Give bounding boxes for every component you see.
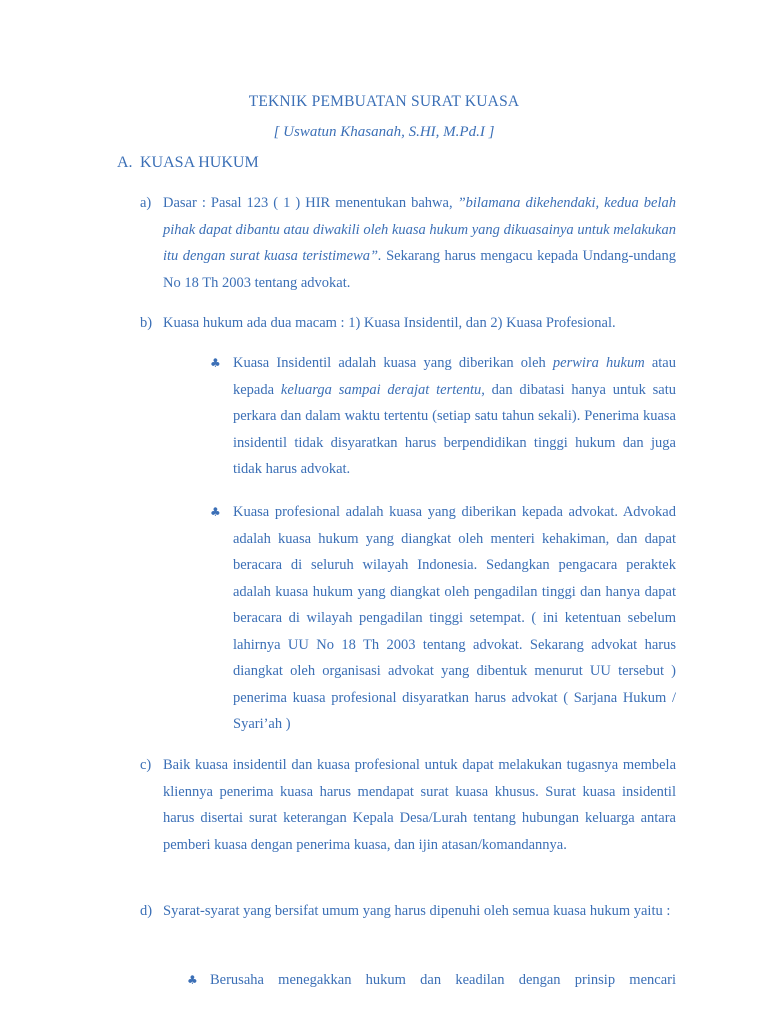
- bullet-item-syarat: [187, 967, 676, 994]
- item-text: Kuasa hukum ada dua macam : 1) Kuasa Insidentil, dan 2) Kuasa Profesional.: [163, 315, 616, 331]
- list-item-b: [140, 310, 676, 337]
- item-label: d): [140, 903, 153, 919]
- bullet-text: [233, 350, 676, 483]
- bullet-text: Berusaha menegakkan hukum dan keadilan dengan prinsip mencari: [210, 972, 676, 988]
- document-title: TEKNIK PEMBUATAN SURAT KUASA: [248, 93, 520, 110]
- item-label: b): [140, 315, 153, 331]
- text-run: Sekarang harus mengacu kepada Undang-undang No 18 Th 2003 tentang advokat.: [163, 248, 676, 291]
- club-bullet-icon: ♣: [210, 356, 221, 370]
- section-heading: [117, 154, 259, 172]
- quote-text: ”bilamana dikehendaki, kedua belah pihak dapat dibantu atau diwakili oleh kuasa hukum yang dikuasainya untuk melakukan itu dengan surat kuasa teristimewa”.: [163, 195, 676, 264]
- text-run: atau kepada: [233, 355, 676, 398]
- italic-text: perwira hukum: [552, 355, 645, 371]
- italic-text: keluarga sampai derajat tertentu: [280, 381, 482, 398]
- list-item-a: [140, 190, 676, 296]
- bullet-item-insidentil: [210, 350, 676, 483]
- item-text: Baik kuasa insidentil dan kuasa profesional untuk dapat melakukan tugasnya membela kliennya penerima kuasa harus mendapat surat kuasa khusus. Surat kuasa insidentil harus disertai surat keterangan Kepala Desa/Lurah tentang hubungan keluarga antara pemberi kuasa dengan penerima kuasa, dan ijin atasan/komandannya.: [163, 757, 676, 853]
- club-bullet-icon: ♣: [187, 973, 198, 987]
- document-author: [ Uswatun Khasanah, S.HI, M.Pd.I ]: [273, 124, 495, 140]
- item-text: [163, 190, 676, 296]
- bullet-item-profesional: [210, 499, 676, 738]
- bullet-text: Kuasa profesional adalah kuasa yang diberikan kepada advokat. Advokad adalah kuasa hukum yang diangkat oleh menteri kehakiman, dan dapat beracara di seluruh wilayah Indonesia. Sedangkan pengacara peraktek adalah kuasa hukum yang diangkat oleh pengadilan tinggi dan hanya dapat beracara di wilayah pengadilan tinggi setempat. ( ini ketentuan sebelum lahirnya UU No 18 Th 2003 tentang advokat. Sekarang advokat harus diangkat oleh organisasi advokat yang dibentuk menurut UU tersebut ) penerima kuasa profesional disyaratkan harus advokat ( Sarjana Hukum / Syari’ah ): [233, 504, 676, 732]
- item-label: c): [140, 757, 152, 773]
- text-run: , dan dibatasi hanya untuk satu perkara dan dalam waktu tertentu (setiap satu tahun sekali). Penerima kuasa insidentil tidak disyaratkan harus berpendidikan tinggi hukum dan juga tidak harus advokat.: [233, 381, 676, 477]
- club-bullet-icon: ♣: [210, 505, 221, 519]
- text-run: Kuasa Insidentil adalah kuasa yang diberikan oleh: [233, 355, 553, 371]
- list-item-c: [140, 752, 676, 858]
- item-label: a): [140, 195, 152, 211]
- list-item-d: [140, 898, 676, 925]
- section-label: KUASA HUKUM: [140, 154, 259, 171]
- text-run: Dasar : Pasal 123 ( 1 ) HIR menentukan bahwa,: [163, 195, 458, 211]
- item-text: Syarat-syarat yang bersifat umum yang harus dipenuhi oleh semua kuasa hukum yaitu :: [163, 903, 671, 919]
- section-number: A.: [117, 154, 133, 171]
